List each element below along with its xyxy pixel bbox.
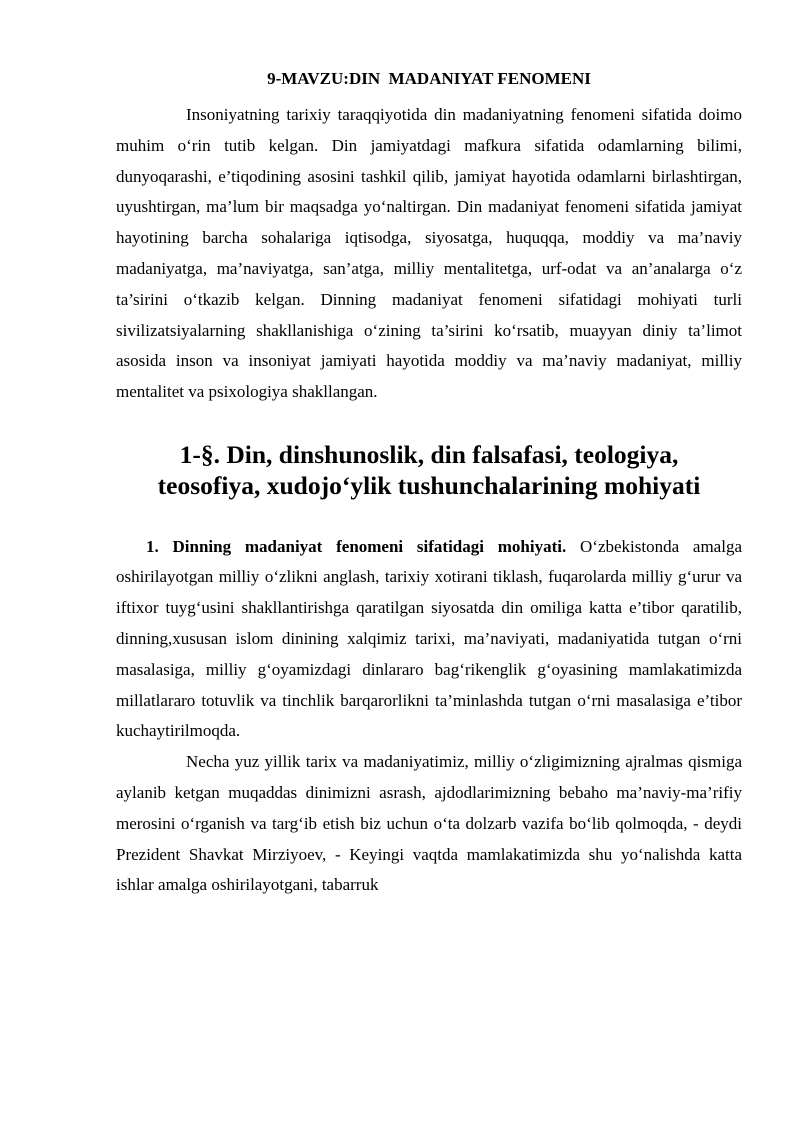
spacer — [116, 408, 742, 440]
spacer — [116, 502, 742, 532]
subsection-label: 1. Dinning madaniyat fenomeni sifatidagi mohiyati. — [146, 536, 567, 556]
subsection-paragraph — [116, 532, 742, 748]
final-paragraph: Necha yuz yillik tarix va madaniyatimiz, milliy o‘zligimizning ajralmas qismiga aylanib ketgan muqaddas dinimizni asrash, ajdodlarimizning bebaho ma’naviy-ma’rifiy merosini o‘rganish va targ‘ib etish biz uchun o‘ta dolzarb vazifa bo‘lib qolmoqda, - deydi Prezident Shavkat Mirziyoev, - Keyingi vaqtda mamlakatimizda shu yo‘nalishda katta ishlar amalga oshirilayotgani, tabarruk — [116, 752, 742, 895]
subsection-text: O‘zbekistonda amalga oshirilayotgan milliy o‘zlikni anglash, tarixiy xotirani tiklash, fuqarolarda milliy g‘urur va iftixor tuyg‘usini shakllantirishga qaratilgan siyosatda din omiliga katta e’tibor qaratilib, dinning,xususan islom dinining xalqimiz tarixi, ma’naviyati, madaniyatida tutgan o‘rni masalasiga, milliy g‘oyamizdagi dinlararo bag‘rikenglik g‘oyasining mamlakatimizda millatlararo totuvlik va tinchlik barqarorlikni ta’minlashda tutgan o‘rni masalasiga e’tibor kuchaytirilmoqda. — [116, 536, 742, 741]
document-body — [116, 68, 742, 901]
page-title: 9-MAVZU:DIN MADANIYAT FENOMENI — [267, 69, 591, 88]
spacer — [116, 90, 742, 100]
intro-paragraph: Insoniyatning tarixiy taraqqiyotida din madaniyatning fenomeni sifatida doimo muhim o‘rin tutib kelgan. Din jamiyatdagi mafkura sifatida odamlarning bilimi, dunyoqarashi, e’tiqodining asosini tashkil qilib, jamiyat hayotida odamlarni birlashtirgan, uyushtirgan, ma’lum bir maqsadga yo‘naltirgan. Din madaniyat fenomeni sifatida jamiyat hayotining barcha sohalariga iqtisodga, siyosatga, huquqqa, moddiy va ma’naviy madaniyatga, ma’naviyatga, san’atga, milliy mentalitetga, urf-odat va an’analarga o‘z ta’sirini o‘tkazib kelgan. Dinning madaniyat fenomeni sifatidagi mohiyati turli sivilizatsiyalarning shakllanishiga o‘zining ta’sirini ko‘rsatib, muayyan diniy ta’limot asosida inson va insoniyat jamiyati hayotida moddiy va ma’naviy madaniyat, milliy mentalitet va psixologiya shakllangan. — [116, 105, 742, 402]
section-heading: 1-§. Din, dinshunoslik, din falsafasi, teologiya, teosofiya, xudojo‘ylik tushunchalarining mohiyati — [157, 439, 701, 500]
